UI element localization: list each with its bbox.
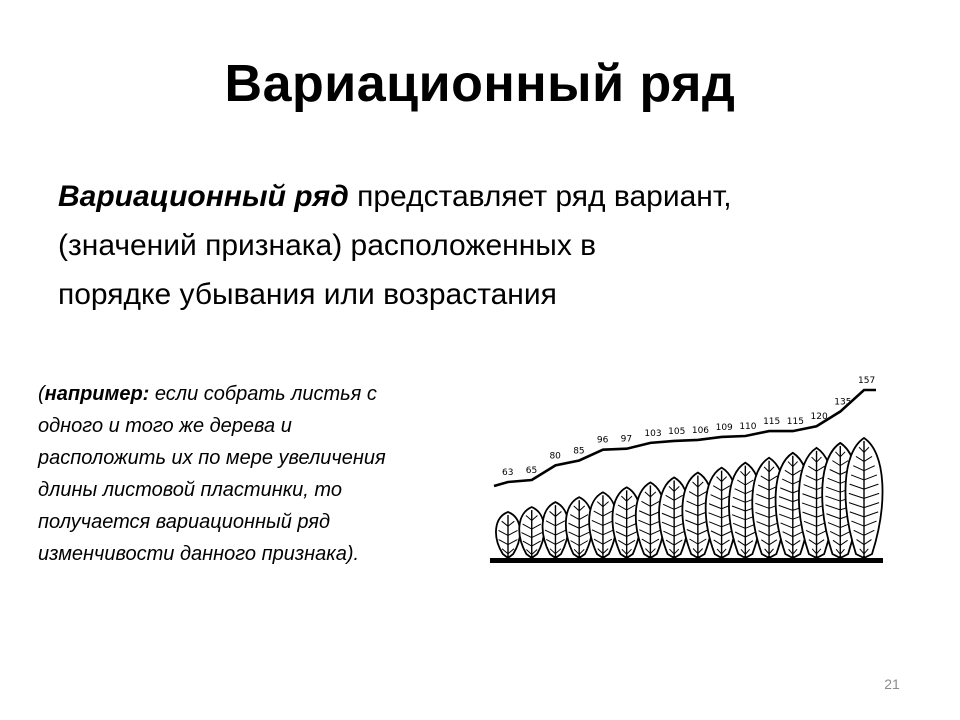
leaf-length-label: 109	[715, 422, 733, 433]
leaf-length-label: 135	[834, 397, 852, 408]
leaf-shape	[543, 502, 569, 560]
leaf-length-label: 120	[810, 412, 828, 423]
leaf-length-label: 105	[668, 426, 686, 437]
leaf-length-label: 85	[573, 446, 585, 457]
leaf-length-label: 97	[620, 434, 633, 445]
definition-text	[58, 172, 918, 319]
leaf-shape	[496, 512, 520, 560]
ground-base-line	[490, 558, 883, 563]
leaf-series-svg	[478, 370, 898, 570]
leaf-length-label: 65	[525, 466, 538, 477]
definition-line3: порядке убывания или возрастания	[58, 278, 557, 311]
leaf-shape	[519, 507, 544, 560]
leaf-length-label: 157	[858, 376, 876, 386]
leaf-length-label: 63	[502, 468, 514, 478]
leaf-length-label: 115	[763, 417, 781, 428]
definition-line1-rest: представляет ряд вариант,	[348, 180, 732, 213]
leaf-length-label: 96	[596, 435, 609, 446]
definition-term: Вариационный ряд	[58, 180, 349, 213]
leaf-length-label: 80	[549, 451, 561, 462]
leaf-variation-illustration	[478, 370, 898, 570]
leaf-length-label: 110	[739, 422, 757, 432]
example-open-paren: (	[38, 383, 45, 405]
definition-line2: (значений признака) расположенных в	[58, 229, 597, 262]
leaf-length-label: 106	[691, 425, 710, 436]
leaf-length-label: 103	[644, 428, 662, 439]
example-lead: например:	[44, 383, 150, 405]
example-body: если собрать листья с одного и того же дерева и расположить их по мере увеличения длины листовой пластинки, то получается вариационный ряд изменчивости данного признака).	[38, 383, 386, 565]
slide-title: Вариационный ряд	[224, 55, 736, 113]
example-note	[38, 378, 408, 570]
leaf-length-label: 115	[786, 417, 804, 428]
leaf-shape	[566, 497, 593, 560]
page-number: 21	[884, 676, 900, 692]
